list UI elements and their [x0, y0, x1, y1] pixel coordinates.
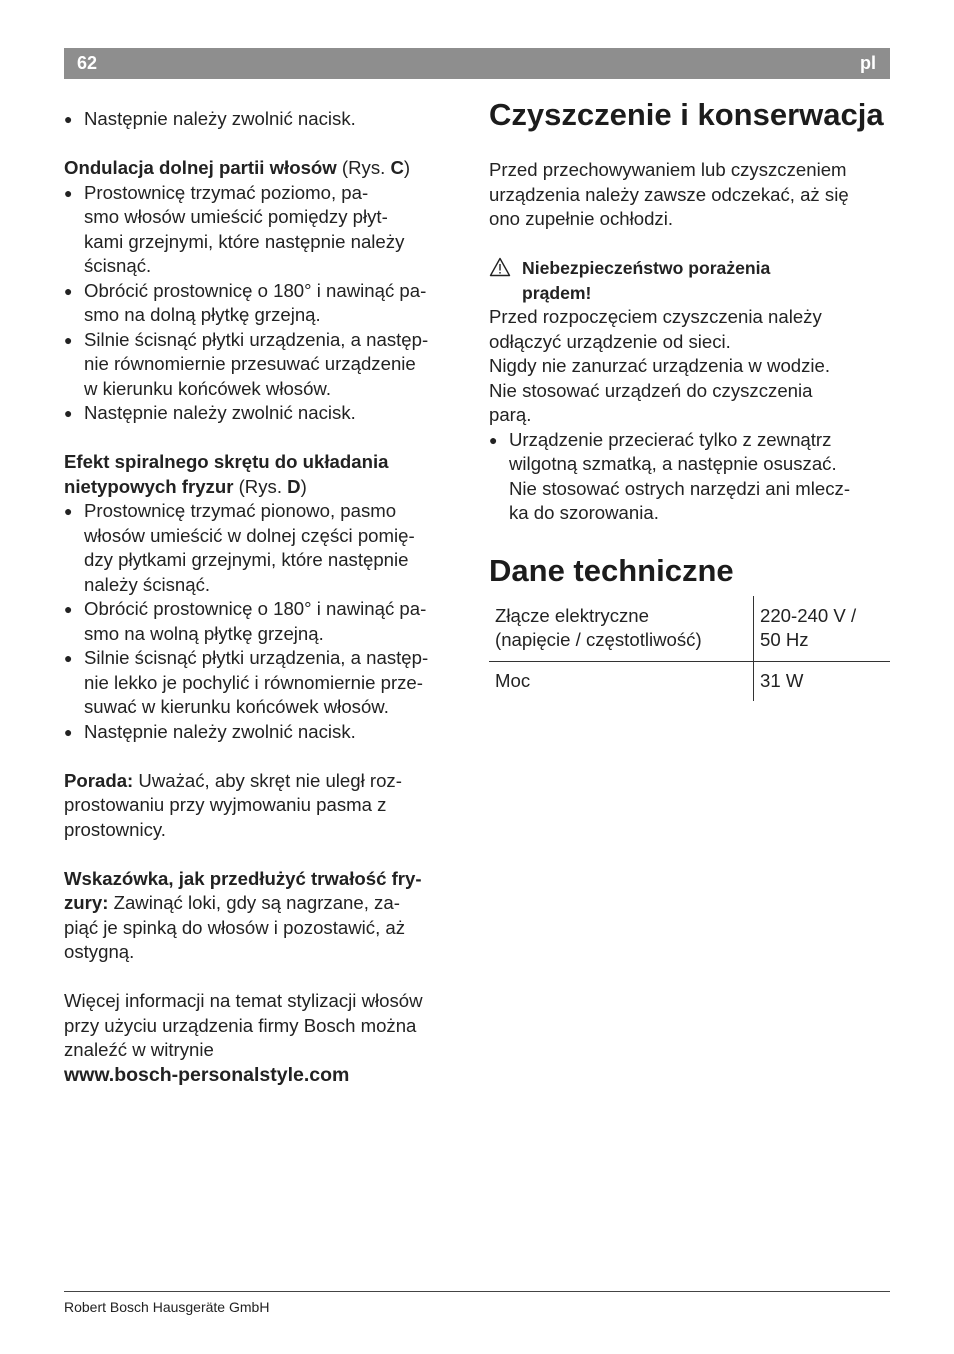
website-link[interactable]: www.bosch-personalstyle.com [64, 1063, 350, 1086]
left-column [64, 107, 466, 1087]
more-info-paragraph: Więcej informacji na temat stylizacji włosów przy użyciu urządzenia firmy Bosch można znaleźć w witrynie [64, 990, 423, 1060]
table-cell-value: 31 W [760, 669, 804, 691]
section-heading-bottom-curl: Ondulacja dolnej partii włosów (Rys. C) [64, 157, 411, 178]
footer-divider [64, 1291, 890, 1292]
section-heading-spiral: Efekt spiralnego skrętu do układania nietypowych fryzur (Rys. D) [64, 451, 389, 497]
table-row [489, 661, 890, 701]
list-item: ● Obrócić prostownicę o 180° i nawinąć pa- smo na wolną płytkę grzejną. [64, 597, 466, 646]
heading-technical-data: Dane techniczne [489, 552, 734, 588]
warning-body: Przed rozpoczęciem czyszczenia należy odłączyć urządzenie od sieci. Nigdy nie zanurzać urządzenia w wodzie. Nie stosować urządzeń do czyszczenia parą. [489, 306, 831, 425]
right-column [489, 95, 890, 701]
warning-triangle-icon [489, 256, 522, 305]
tip-paragraph: Porada: Uważać, aby skręt nie uległ roz- prostowaniu przy wyjmowaniu pasma z prostownicy. [64, 769, 402, 840]
warning-title: Niebezpieczeństwo porażenia prądem! [522, 258, 771, 303]
list-item: ● Prostownicę trzymać pionowo, pasmo włosów umieścić w dolnej części pomię- dzy płytkami grzejnymi, które następnie należy ścisnąć. [64, 499, 466, 597]
table-cell-label: Moc [489, 661, 754, 701]
table-row [489, 596, 890, 662]
page-number: 62 [77, 53, 98, 73]
list-item: ● Prostownicę trzymać poziomo, pa- smo włosów umieścić pomiędzy płyt- kami grzejnymi, które następnie należy ścisnąć. [64, 181, 466, 279]
list-item: ● Silnie ścisnąć płytki urządzenia, a następ- nie lekko je pochylić i równomiernie prze- suwać w kierunku końcówek włosów. [64, 646, 466, 720]
cleaning-intro: Przed przechowywaniem lub czyszczeniem urządzenia należy zawsze odczekać, aż się ono zupełnie ochłodzi. [489, 159, 849, 229]
footer-company: Robert Bosch Hausgeräte GmbH [64, 1299, 270, 1315]
page-header-bar [64, 48, 890, 79]
hint-paragraph: Wskazówka, jak przedłużyć trwałość fry- zury: Zawinąć loki, gdy są nagrzane, za- piąć je spinką do włosów i pozostawić, aż ostygną. [64, 867, 422, 962]
table-cell-label: Złącze elektryczne (napięcie / częstotliwość) [489, 596, 754, 662]
list-item: ● Następnie należy zwolnić nacisk. [64, 107, 466, 132]
heading-cleaning: Czyszczenie i konserwacja [489, 97, 884, 132]
list-item: ● Urządzenie przecierać tylko z zewnątrz wilgotną szmatką, a następnie osuszać. Nie stosować ostrych narzędzi ani mlecz- ka do szorowania. [489, 428, 890, 526]
table-cell-value: 220-240 V / 50 Hz [754, 596, 891, 662]
technical-data-table [489, 596, 890, 702]
warning-block [489, 256, 890, 305]
list-item: ● Następnie należy zwolnić nacisk. [64, 401, 466, 426]
list-item: ● Obrócić prostownicę o 180° i nawinąć pa- smo na dolną płytkę grzejną. [64, 279, 466, 328]
language-code: pl [860, 53, 876, 73]
list-item: ● Silnie ścisnąć płytki urządzenia, a następ- nie równomiernie przesuwać urządzenie w kierunku końcówek włosów. [64, 328, 466, 402]
list-item: ● Następnie należy zwolnić nacisk. [64, 720, 466, 745]
